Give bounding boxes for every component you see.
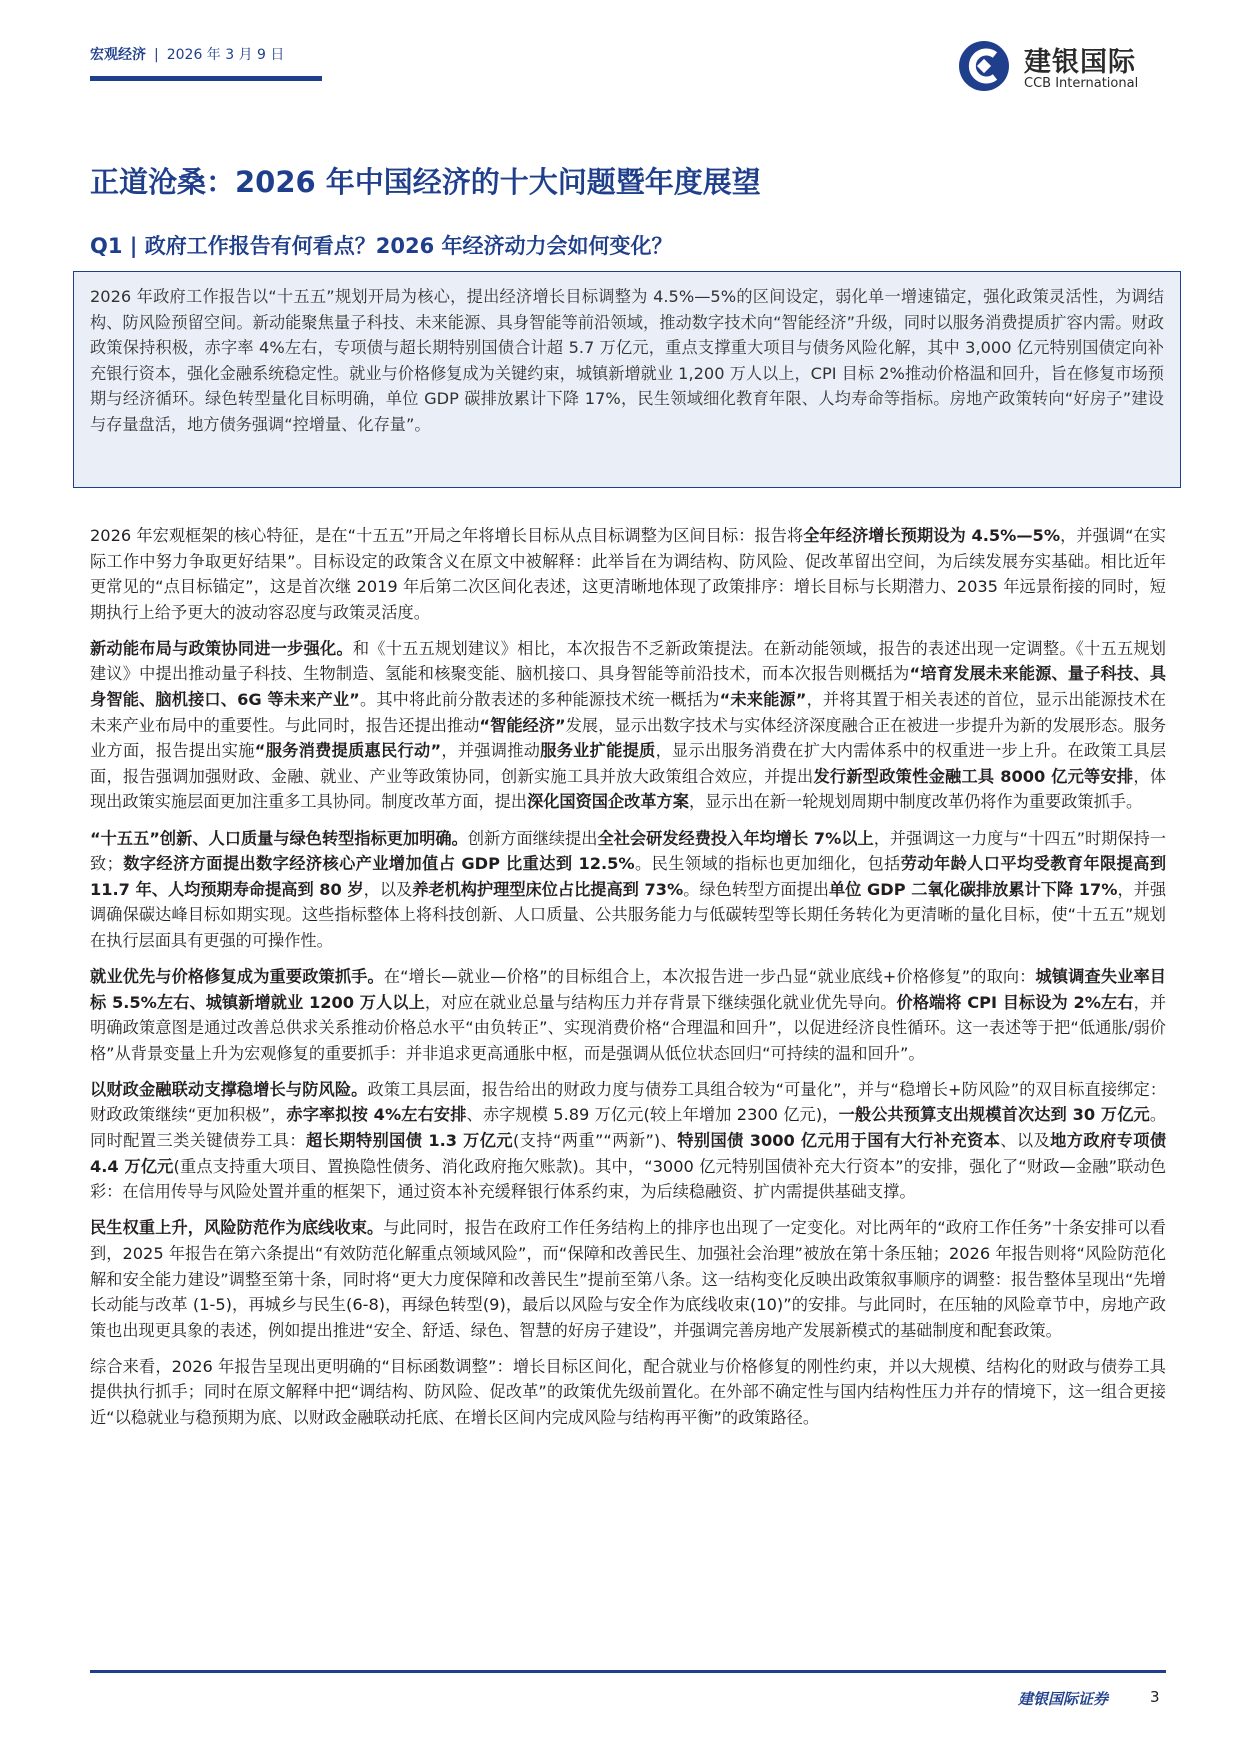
document-title: 正道沧桑：2026 年中国经济的十大问题暨年度展望 <box>90 165 761 199</box>
paragraph-3: “十五五”创新、人口质量与绿色转型指标更加明确。创新方面继续提出全社会研发经费投入年均增长 7%以上，并强调这一力度与“十四五”时期保持一致；数字经济方面提出数字经济核心产业增加值占 GDP 比重达到 12.5%。民生领域的指标也更加细化，包括劳动年龄人口平均受教育年限提高到 11.7 年、人均预期寿命提高到 80 岁，以及养老机构护理型床位占比提高到 73%。绿色转型方面提出单位 GDP 二氧化碳排放累计下降 17%，并强调确保碳达峰目标如期实现。这些指标整体上将科技创新、人口质量、公共服务能力与低碳转型等长期任务转化为更清晰的量化目标，使“十五五”规划在执行层面具有更强的可操作性。 <box>90 828 1167 950</box>
header-meta <box>90 44 284 64</box>
paragraph-5: 以财政金融联动支撑稳增长与防风险。政策工具层面，报告给出的财政力度与债券工具组合较为“可量化”，并与“稳增长+防风险”的双目标直接绑定：财政政策继续“更加积极”，赤字率拟按 4%左右安排、赤字规模 5.89 万亿元(较上年增加 2300 亿元)，一般公共预算支出规模首次达到 30 万亿元。同时配置三类关键债券工具：超长期特别国债 1.3 万亿元(支持“两重”“两新”)、特别国债 3000 亿元用于国有大行补充资本、以及地方政府专项债 4.4 万亿元(重点支持重大项目、置换隐性债务、消化政府拖欠账款)。其中，“3000 亿元特别国债补充大行资本”的安排，强化了“财政—金融”联动色彩：在信用传导与风险处置并重的框架下，通过资本补充缓释银行体系约束，为后续稳融资、扩内需提供基础支撑。 <box>90 1079 1167 1202</box>
main-body <box>90 523 1166 1441</box>
company-logo <box>958 36 1194 94</box>
paragraph-4: 就业优先与价格修复成为重要政策抓手。在“增长—就业—价格”的目标组合上，本次报告进一步凸显“就业底线+价格修复”的取向：城镇调查失业率目标 5.5%左右、城镇新增就业 1200 万人以上，对应在就业总量与结构压力并存背景下继续强化就业优先导向。价格端将 CPI 目标设为 2%左右，并明确政策意图是通过改善总供求关系推动价格总水平“由负转正”、实现消费价格“合理温和回升”，以促进经济良性循环。这一表述等于把“低通胀/弱价格”从背景变量上升为宏观修复的重要抓手：并非追求更高通胀中枢，而是强调从低位状态回归“可持续的温和回升”。 <box>90 967 1167 1063</box>
summary-box <box>73 271 1181 488</box>
paragraph-7: 综合来看，2026 年报告呈现出更明确的“目标函数调整”：增长目标区间化，配合就业与价格修复的刚性约束，并以大规模、结构化的财政与债券工具提供执行抓手；同时在原文解释中把“调结构、防风险、促改革”的政策优先级前置化。在外部不确定性与国内结构性压力并存的情境下，这一组合更接近“以稳就业与稳预期为底、以财政金融联动托底、在增长区间内完成风险与结构再平衡”的政策路径。 <box>90 1356 1166 1427</box>
header-separator: | <box>154 47 159 63</box>
footer-publisher: 建银国际证券 <box>1018 1690 1109 1708</box>
paragraph-6: 民生权重上升，风险防范作为底线收束。与此同时，报告在政府工作任务结构上的排序也出现了一定变化。对比两年的“政府工作任务”十条安排可以看到，2025 年报告在第六条提出“有效防范化解重点领域风险”，而“保障和改善民生、加强社会治理”被放在第十条压轴；2026 年报告则将“风险防范化解和安全能力建设”调整至第十条，同时将“更大力度保障和改善民生”提前至第八条。这一结构变化反映出政策叙事顺序的调整：报告整体呈现出“先增长动能与改革 (1-5)，再城乡与民生(6-8)，再绿色转型(9)，最后以风险与安全作为底线收束(10)”的安排。与此同时，在压轴的风险章节中，房地产政策也出现更具象的表述，例如提出推进“安全、舒适、绿色、智慧的好房子建设”，并强调完善房地产发展新模式的基础制度和配套政策。 <box>90 1218 1166 1340</box>
summary-text: 2026 年政府工作报告以“十五五”规划开局为核心，提出经济增长目标调整为 4.5%—5%的区间设定，弱化单一增速锚定，强化政策灵活性，为调结构、防风险预留空间。新动能聚焦量子科技、未来能源、具身智能等前沿领域，推动数字技术向“智能经济”升级，同时以服务消费提质扩容内需。财政政策保持积极，赤字率 4%左右，专项债与超长期特别国债合计超 5.7 万亿元，重点支撑重大项目与债务风险化解，其中 3,000 亿元特别国债定向补充银行资本，强化金融系统稳定性。就业与价格修复成为关键约束，城镇新增就业 1,200 万人以上，CPI 目标 2%推动价格温和回升，旨在修复市场预期与经济循环。绿色转型量化目标明确，单位 GDP 碳排放累计下降 17%，民生领域细化教育年限、人均寿命等指标。房地产政策转向“好房子”建设与存量盘活，地方债务强调“控增量、化存量”。 <box>90 287 1164 434</box>
page-number: 3 <box>1150 1688 1160 1706</box>
logo-name-en: CCB International <box>1024 76 1139 91</box>
header-rule <box>90 76 322 81</box>
paragraph-1: 2026 年宏观框架的核心特征，是在“十五五”开局之年将增长目标从点目标调整为区间目标：报告将全年经济增长预期设为 4.5%—5%，并强调“在实际工作中努力争取更好结果”。目标设定的政策含义在原文中被解释：此举旨在为调结构、防风险、促改革留出空间，为后续发展夯实基础。相比近年更常见的“点目标锚定”，这是首次继 2019 年后第二次区间化表述，这更清晰地体现了政策排序：增长目标与长期潜力、2035 年远景衔接的同时，短期执行上给予更大的波动容忍度与政策灵活度。 <box>90 526 1166 622</box>
footer-rule <box>90 1670 1166 1673</box>
question-heading: Q1 | 政府工作报告有何看点？2026 年经济动力会如何变化？ <box>90 234 673 258</box>
section-label: 宏观经济 <box>90 47 146 63</box>
ccb-logo-icon <box>958 40 1010 92</box>
report-date: 2026 年 3 月 9 日 <box>166 47 285 63</box>
paragraph-2: 新动能布局与政策协同进一步强化。和《十五五规划建议》相比，本次报告不乏新政策提法。在新动能领域，报告的表述出现一定调整。《十五五规划建议》中提出推动量子科技、生物制造、氢能和核聚变能、脑机接口、具身智能等前沿技术，而本次报告则概括为“培育发展未来能源、量子科技、具身智能、脑机接口、6G 等未来产业”。其中将此前分散表述的多种能源技术统一概括为“未来能源”，并将其置于相关表述的首位，显示出能源技术在未来产业布局中的重要性。与此同时，报告还提出推动“智能经济”发展，显示出数字技术与实体经济深度融合正在被进一步提升为新的发展形态。服务业方面，报告提出实施“服务消费提质惠民行动”，并强调推动服务业扩能提质，显示出服务消费在扩大内需体系中的权重进一步上升。在政策工具层面，报告强调加强财政、金融、就业、产业等政策协同，创新实施工具并放大政策组合效应，并提出发行新型政策性金融工具 8000 亿元等安排，体现出政策实施层面更加注重多工具协同。制度改革方面，提出深化国资国企改革方案，显示出在新一轮规划周期中制度改革仍将作为重要政策抓手。 <box>90 638 1167 812</box>
logo-name-cn: 建银国际 <box>1024 47 1136 78</box>
